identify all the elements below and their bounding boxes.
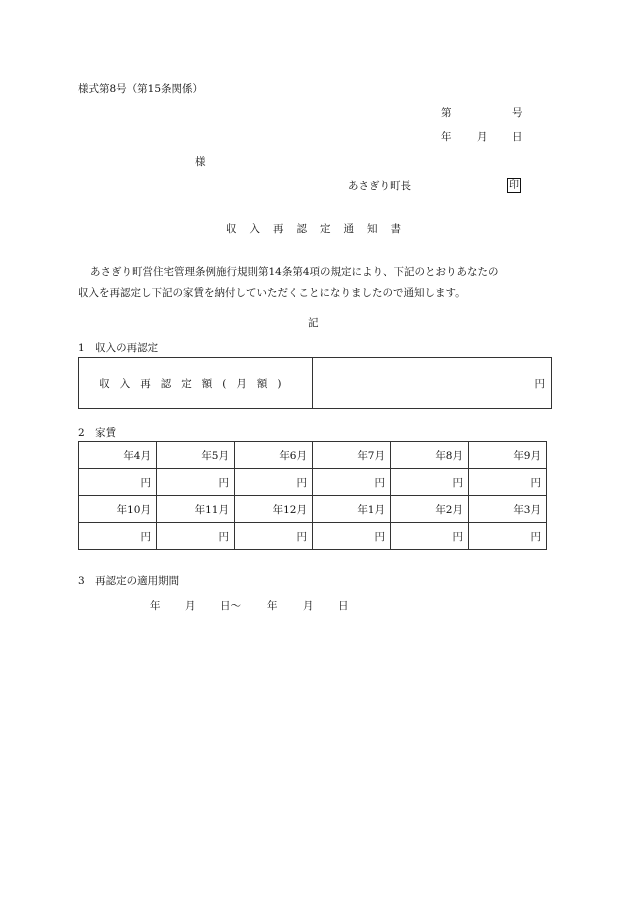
- month-cell: 年2月: [391, 496, 469, 523]
- month-cell: 年5月: [157, 442, 235, 469]
- income-row: [79, 358, 552, 409]
- month-cell: 年1月: [313, 496, 391, 523]
- rent-months-row-1: [79, 442, 547, 469]
- ki-heading: 記: [308, 317, 319, 329]
- amount-cell: 円: [79, 523, 157, 550]
- rent-amount-row-2: [79, 523, 547, 550]
- income-label-cell: [79, 358, 313, 409]
- income-table: [78, 357, 552, 409]
- income-label: 収入再認定額(月額): [99, 377, 292, 390]
- document-number-label: 第: [441, 107, 452, 119]
- amount-cell: 円: [469, 523, 547, 550]
- recipient-suffix: 様: [195, 156, 206, 168]
- period-end-day: 日: [338, 600, 349, 612]
- issuer: あさぎり町長: [348, 180, 411, 192]
- amount-cell: 円: [469, 469, 547, 496]
- body-line-2: 収入を再認定し下記の家賃を納付していただくことになりましたので通知します。: [78, 287, 466, 299]
- period-start-day: 日～: [220, 600, 241, 612]
- date-year: 年: [441, 131, 452, 143]
- period-end-month: 月: [303, 600, 314, 612]
- section2-heading: 2 家賃: [78, 427, 117, 439]
- seal-stamp: [507, 178, 521, 193]
- month-cell: 年12月: [235, 496, 313, 523]
- month-cell: 年11月: [157, 496, 235, 523]
- amount-cell: 円: [391, 469, 469, 496]
- income-value-cell: [312, 358, 551, 409]
- amount-cell: 円: [157, 523, 235, 550]
- month-cell: 年9月: [469, 442, 547, 469]
- amount-cell: 円: [157, 469, 235, 496]
- body-line-1: あさぎり町営住宅管理条例施行規則第14条第4項の規定により、下記のとおりあなたの: [90, 266, 499, 278]
- month-cell: 年4月: [79, 442, 157, 469]
- month-cell: 年8月: [391, 442, 469, 469]
- period-start-year: 年: [150, 600, 161, 612]
- rent-months-row-2: [79, 496, 547, 523]
- amount-cell: 円: [235, 523, 313, 550]
- document-title: 収入再認定通知書: [226, 223, 414, 235]
- rent-amount-row-1: [79, 469, 547, 496]
- form-number: 様式第8号（第15条関係）: [78, 83, 204, 95]
- date-day: 日: [512, 131, 523, 143]
- amount-cell: 円: [79, 469, 157, 496]
- month-cell: 年6月: [235, 442, 313, 469]
- income-unit: 円: [534, 377, 545, 390]
- period-end-year: 年: [267, 600, 278, 612]
- section3-heading: 3 再認定の適用期間: [78, 575, 180, 587]
- section1-heading: 1 収入の再認定: [78, 342, 159, 354]
- month-cell: 年7月: [313, 442, 391, 469]
- rent-table: [78, 441, 547, 550]
- amount-cell: 円: [235, 469, 313, 496]
- amount-cell: 円: [313, 523, 391, 550]
- month-cell: 年3月: [469, 496, 547, 523]
- month-cell: 年10月: [79, 496, 157, 523]
- body-text: [78, 262, 558, 304]
- seal-mark: 印: [509, 180, 519, 191]
- period-start-month: 月: [185, 600, 196, 612]
- date-month: 月: [477, 131, 488, 143]
- document-number-suffix: 号: [512, 107, 523, 119]
- amount-cell: 円: [313, 469, 391, 496]
- amount-cell: 円: [391, 523, 469, 550]
